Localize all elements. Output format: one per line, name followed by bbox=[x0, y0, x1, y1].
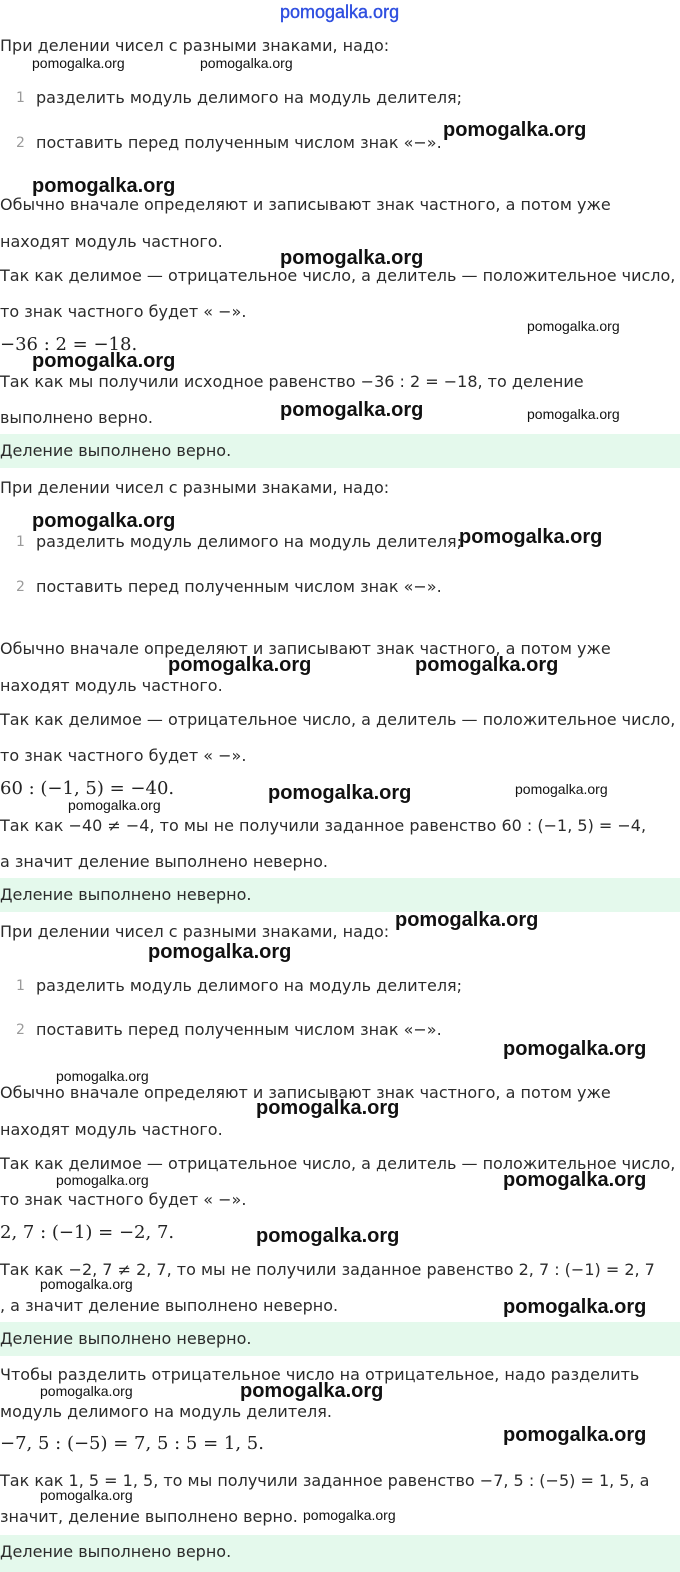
watermark: pomogalka.org bbox=[32, 350, 176, 372]
section-3-paragraph-1-line-1: Обычно вначале определяют и записывают знак частного, а потом уже bbox=[0, 1083, 611, 1102]
section-2-verdict-banner bbox=[0, 878, 680, 912]
watermark: pomogalka.org bbox=[200, 55, 293, 71]
section-2-check-line-2: а значит деление выполнено неверно. bbox=[0, 852, 328, 871]
watermark: pomogalka.org bbox=[240, 1380, 384, 1402]
section-1-step-2-text: поставить перед полученным числом знак «−». bbox=[36, 133, 442, 152]
section-2-equation: 60 : (−1, 5) = −40. bbox=[0, 778, 175, 799]
watermark: pomogalka.org bbox=[527, 318, 620, 334]
section-1-verdict-text: Деление выполнено верно. bbox=[0, 441, 232, 460]
section-4-verdict-text: Деление выполнено верно. bbox=[0, 1542, 232, 1561]
section-3-verdict-banner bbox=[0, 1322, 680, 1356]
watermark: pomogalka.org bbox=[40, 1276, 133, 1292]
section-2-step-1-text: разделить модуль делимого на модуль делителя; bbox=[36, 532, 463, 551]
watermark: pomogalka.org bbox=[395, 909, 539, 931]
watermark: pomogalka.org bbox=[68, 797, 161, 813]
watermark: pomogalka.org bbox=[303, 1507, 396, 1523]
watermark: pomogalka.org bbox=[503, 1296, 647, 1318]
section-1-intro: При делении чисел с разными знаками, надо: bbox=[0, 36, 390, 55]
section-2-intro: При делении чисел с разными знаками, надо: bbox=[0, 478, 390, 497]
watermark: pomogalka.org bbox=[415, 654, 559, 676]
section-1-paragraph-2-line-1: Так как делимое — отрицательное число, а делитель — положительное число, bbox=[0, 266, 676, 285]
section-4-verdict-banner bbox=[0, 1535, 680, 1572]
section-3-step-1-number: 1 bbox=[16, 978, 25, 994]
watermark: pomogalka.org bbox=[148, 941, 292, 963]
watermark: pomogalka.org bbox=[32, 175, 176, 197]
watermark: pomogalka.org bbox=[56, 1068, 149, 1084]
section-2-paragraph-1-line-1: Обычно вначале определяют и записывают знак частного, а потом уже bbox=[0, 639, 611, 658]
section-3-paragraph-1-line-2: находят модуль частного. bbox=[0, 1120, 223, 1139]
section-4-intro-line-1: Чтобы разделить отрицательное число на отрицательное, надо разделить bbox=[0, 1365, 640, 1384]
section-3-paragraph-2-line-1: Так как делимое — отрицательное число, а делитель — положительное число, bbox=[0, 1154, 676, 1173]
watermark: pomogalka.org bbox=[40, 1383, 133, 1399]
section-4-check-line-1: Так как 1, 5 = 1, 5, то мы получили заданное равенство −7, 5 : (−5) = 1, 5, а bbox=[0, 1471, 650, 1490]
watermark: pomogalka.org bbox=[280, 399, 424, 421]
section-2-verdict-text: Деление выполнено неверно. bbox=[0, 885, 252, 904]
section-3-step-2-number: 2 bbox=[16, 1022, 25, 1038]
watermark: pomogalka.org bbox=[459, 526, 603, 548]
section-1-verdict-banner bbox=[0, 434, 680, 468]
section-1-step-2-number: 2 bbox=[16, 135, 25, 151]
section-1-equation: −36 : 2 = −18. bbox=[0, 334, 138, 355]
watermark: pomogalka.org bbox=[56, 1172, 149, 1188]
watermark: pomogalka.org bbox=[40, 1487, 133, 1503]
watermark: pomogalka.org bbox=[443, 119, 587, 141]
section-2-step-2-number: 2 bbox=[16, 579, 25, 595]
watermark: pomogalka.org bbox=[280, 247, 424, 269]
section-4-equation: −7, 5 : (−5) = 7, 5 : 5 = 1, 5. bbox=[0, 1433, 264, 1454]
section-3-step-1-text: разделить модуль делимого на модуль делителя; bbox=[36, 976, 463, 995]
section-1-paragraph-2-line-2: то знак частного будет « −». bbox=[0, 302, 247, 321]
section-1-paragraph-1-line-1: Обычно вначале определяют и записывают знак частного, а потом уже bbox=[0, 195, 611, 214]
section-4-check-line-2: значит, деление выполнено верно. bbox=[0, 1507, 298, 1526]
watermark: pomogalka.org bbox=[503, 1038, 647, 1060]
watermark: pomogalka.org bbox=[268, 782, 412, 804]
section-3-check-line-1: Так как −2, 7 ≠ 2, 7, то мы не получили заданное равенство 2, 7 : (−1) = 2, 7 bbox=[0, 1260, 655, 1279]
watermark: pomogalka.org bbox=[32, 510, 176, 532]
section-3-step-2-text: поставить перед полученным числом знак «−». bbox=[36, 1020, 442, 1039]
section-1-check-line-2: выполнено верно. bbox=[0, 408, 153, 427]
watermark: pomogalka.org bbox=[503, 1424, 647, 1446]
section-3-paragraph-2-line-2: то знак частного будет « −». bbox=[0, 1190, 247, 1209]
section-2-paragraph-2-line-1: Так как делимое — отрицательное число, а делитель — положительное число, bbox=[0, 710, 676, 729]
watermark: pomogalka.org bbox=[503, 1169, 647, 1191]
section-3-equation: 2, 7 : (−1) = −2, 7. bbox=[0, 1222, 175, 1243]
watermark: pomogalka.org bbox=[256, 1097, 400, 1119]
section-2-step-1-number: 1 bbox=[16, 534, 25, 550]
section-2-paragraph-2-line-2: то знак частного будет « −». bbox=[0, 746, 247, 765]
section-4-intro-line-2: модуль делимого на модуль делителя. bbox=[0, 1402, 332, 1421]
watermark: pomogalka.org bbox=[527, 406, 620, 422]
section-1-step-1-text: разделить модуль делимого на модуль делителя; bbox=[36, 88, 463, 107]
section-1-step-1-number: 1 bbox=[16, 90, 25, 106]
section-2-step-2-text: поставить перед полученным числом знак «−». bbox=[36, 577, 442, 596]
watermark: pomogalka.org bbox=[256, 1225, 400, 1247]
watermark: pomogalka.org bbox=[168, 654, 312, 676]
section-3-verdict-text: Деление выполнено неверно. bbox=[0, 1329, 252, 1348]
section-1-check-line-1: Так как мы получили исходное равенство −36 : 2 = −18, то деление bbox=[0, 372, 584, 391]
header-watermark: pomogalka.org bbox=[280, 2, 400, 22]
section-3-intro: При делении чисел с разными знаками, надо: bbox=[0, 922, 390, 941]
section-2-check-line-1: Так как −40 ≠ −4, то мы не получили заданное равенство 60 : (−1, 5) = −4, bbox=[0, 816, 647, 835]
section-2-paragraph-1-line-2: находят модуль частного. bbox=[0, 676, 223, 695]
watermark: pomogalka.org bbox=[32, 55, 125, 71]
section-1-paragraph-1-line-2: находят модуль частного. bbox=[0, 232, 223, 251]
section-3-check-line-2: , а значит деление выполнено неверно. bbox=[0, 1296, 339, 1315]
watermark: pomogalka.org bbox=[515, 781, 608, 797]
